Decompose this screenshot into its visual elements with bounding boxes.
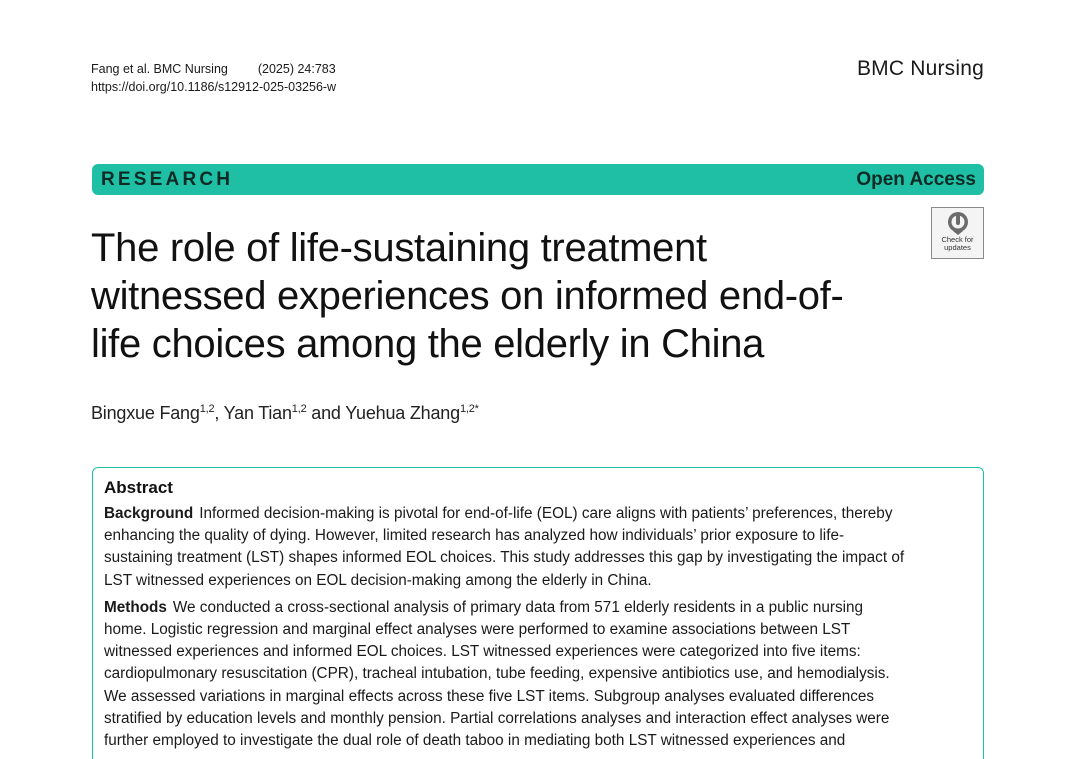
abstract-heading: Abstract xyxy=(104,478,173,497)
abstract-line: further employed to investigate the dual role of death taboo in mediating both LST witnessed experiences and xyxy=(104,732,846,750)
author-separator: and xyxy=(306,403,346,423)
citation-authors: Fang et al. BMC Nursing xyxy=(91,62,228,76)
article-type-band xyxy=(92,164,984,195)
check-for-updates-badge[interactable] xyxy=(931,207,984,259)
author-name[interactable]: Bingxue Fang xyxy=(91,403,200,423)
abstract-line: LST witnessed experiences on EOL decision-making among the elderly in China. xyxy=(104,571,652,589)
author-affiliation: 1,2* xyxy=(459,403,479,415)
abstract-background xyxy=(104,503,969,592)
open-access-label: Open Access xyxy=(856,168,976,190)
citation-block xyxy=(91,60,336,96)
check-updates-text xyxy=(941,236,973,252)
author-name[interactable]: Yan Tian xyxy=(223,403,292,423)
section-type-label: RESEARCH xyxy=(101,168,234,190)
journal-name: BMC Nursing xyxy=(856,57,984,80)
check-updates-line1: Check for xyxy=(941,235,974,244)
author-affiliation: 1,2 xyxy=(291,403,307,415)
abstract-methods xyxy=(104,597,969,752)
author-name[interactable]: Yuehua Zhang xyxy=(345,403,460,423)
author-list xyxy=(91,403,479,424)
citation-line xyxy=(91,60,336,78)
article-title xyxy=(91,224,891,368)
check-updates-icon xyxy=(947,211,969,235)
doi-link[interactable]: https://doi.org/10.1186/s12912-025-03256-w xyxy=(91,80,337,94)
abstract-line: sustaining treatment (LST) shapes informed EOL choices. This study addresses this gap by investigating the impact of xyxy=(104,549,905,567)
abstract-line xyxy=(104,597,969,619)
abstract-line: cardiopulmonary resuscitation (CPR), tracheal intubation, tube feeding, expensive antibiotics use, and hemodialysis. xyxy=(104,665,890,683)
background-label: Background xyxy=(104,505,194,522)
abstract-line: enhancing the quality of dying. However, limited research has analyzed how individuals’ prior exposure to life- xyxy=(104,527,845,545)
abstract-box xyxy=(92,467,984,759)
abstract-line: We assessed variations in marginal effects across these five LST items. Subgroup analyses evaluated differences xyxy=(104,687,875,705)
title-line: witnessed experiences on informed end-of- xyxy=(91,274,844,318)
author-separator: , xyxy=(214,403,224,423)
abstract-line: stratified by education levels and monthly pension. Partial correlations analyses and interaction effect analyses were xyxy=(104,709,890,727)
methods-text: We conducted a cross-sectional analysis of primary data from 571 elderly residents in a public nursing xyxy=(172,598,864,616)
title-line: The role of life-sustaining treatment xyxy=(91,226,707,270)
abstract-line: home. Logistic regression and marginal effect analyses were performed to examine associations between LST xyxy=(104,621,851,639)
citation-year-volume: (2025) 24:783 xyxy=(257,62,336,76)
abstract-line: witnessed experiences and informed EOL choices. LST witnessed experiences were categorized into five items: xyxy=(104,643,861,661)
abstract-line xyxy=(104,503,969,525)
check-updates-line2: updates xyxy=(944,243,971,252)
title-line: life choices among the elderly in China xyxy=(91,322,765,366)
background-text: Informed decision-making is pivotal for end-of-life (EOL) care aligns with patients’ preferences, thereby xyxy=(199,505,893,522)
methods-label: Methods xyxy=(104,598,167,616)
author-affiliation: 1,2 xyxy=(199,403,215,415)
